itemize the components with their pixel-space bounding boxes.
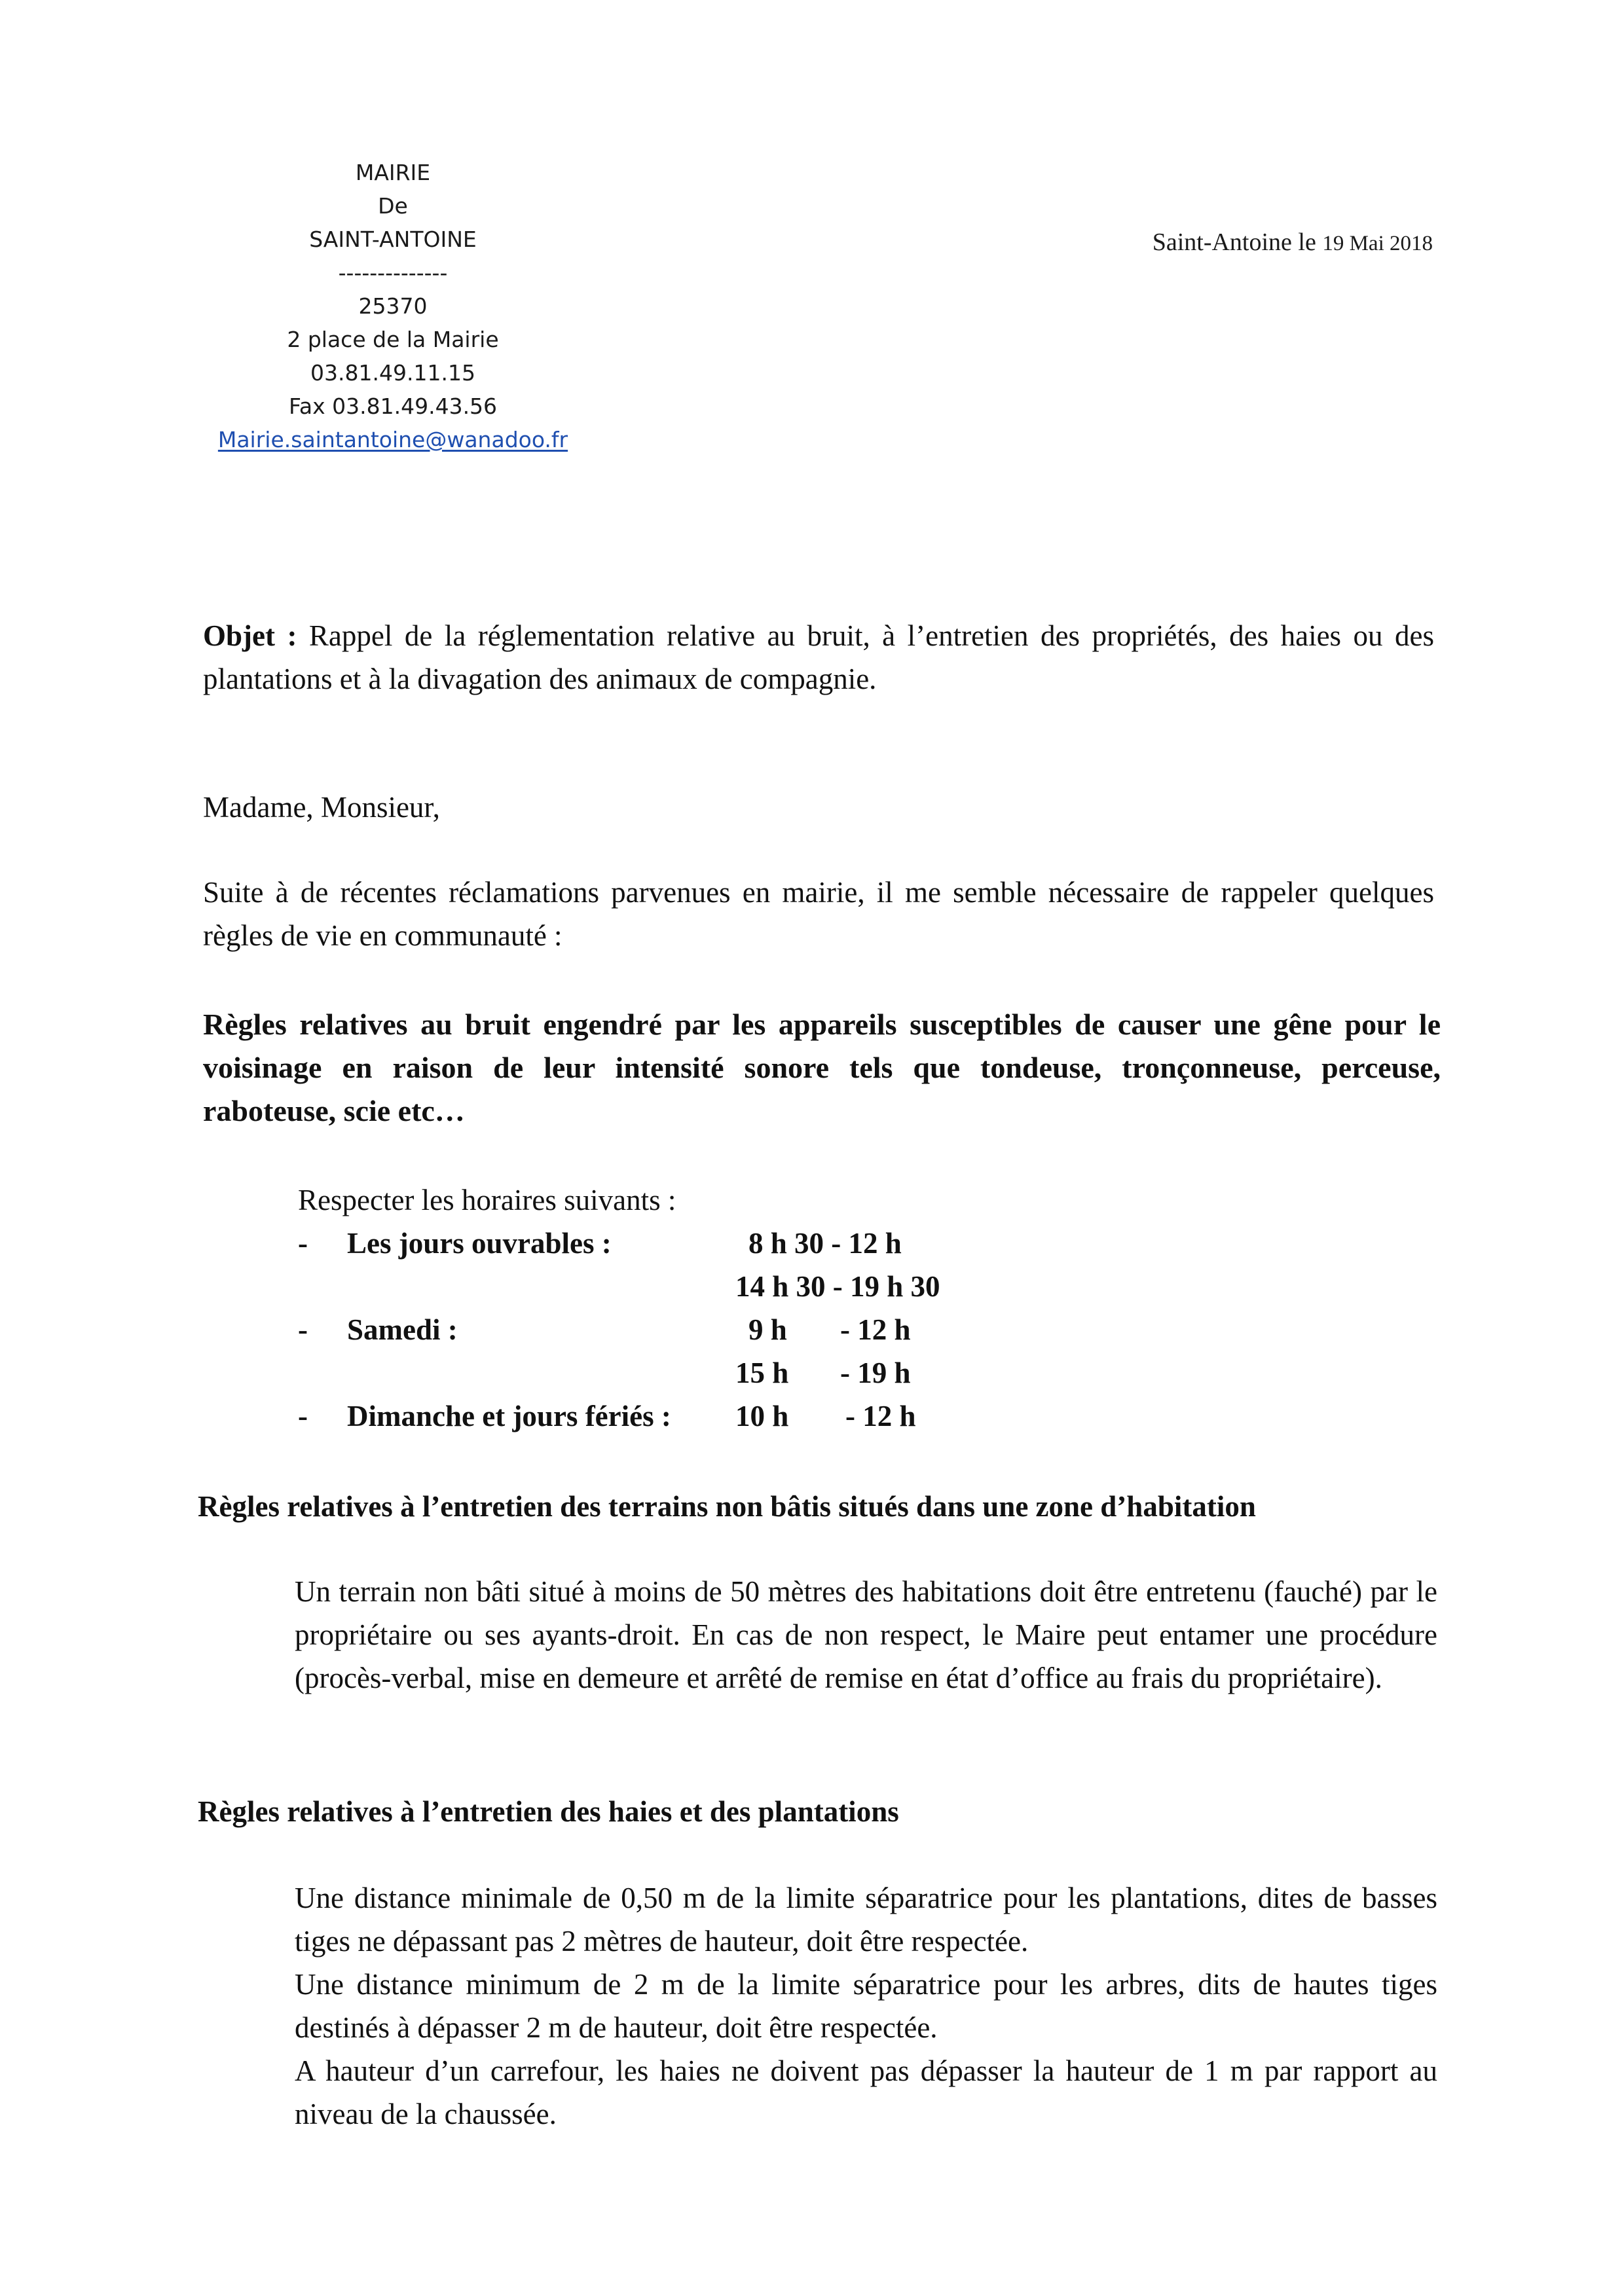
- letterhead-separator: --------------: [338, 260, 448, 285]
- letterhead-postal-code: 25370: [358, 293, 428, 319]
- schedule-row: [298, 1222, 1149, 1265]
- schedule-start: 10 h: [735, 1400, 789, 1432]
- schedule-range: 14 h 30 - 19 h 30: [735, 1270, 940, 1303]
- haies-rule-title: Règles relatives à l’entretien des haies et des plantations: [198, 1795, 899, 1828]
- letterhead-address: 2 place de la Mairie: [287, 327, 499, 352]
- terrains-rule-title: Règles relatives à l’entretien des terrains non bâtis situés dans une zone d’habitation: [198, 1490, 1256, 1523]
- haies-rule-body: [295, 1876, 1437, 2136]
- schedule-dash: -: [298, 1313, 308, 1346]
- subject-label: Objet :: [203, 619, 297, 652]
- schedule-end: - 12 h: [845, 1400, 916, 1432]
- letterhead-phone: 03.81.49.11.15: [310, 360, 475, 386]
- schedule-dash: -: [298, 1227, 308, 1260]
- intro-paragraph: Suite à de récentes réclamations parvenues en mairie, il me semble nécessaire de rappeler quelques règles de vie en communauté :: [203, 876, 1434, 952]
- schedule-row: [298, 1265, 1149, 1308]
- haies-paragraph-2: Une distance minimum de 2 m de la limite séparatrice pour les arbres, dits de hautes tiges destinés à dépasser 2 m de hauteur, doit être respectée.: [295, 1968, 1437, 2044]
- schedule-row: [298, 1308, 1149, 1351]
- salutation: Madame, Monsieur,: [203, 791, 440, 824]
- noise-schedule: [298, 1178, 1149, 1438]
- schedule-end: - 19 h: [840, 1357, 911, 1389]
- schedule-day: Les jours ouvrables :: [347, 1227, 612, 1260]
- letterhead-mairie: MAIRIE: [355, 160, 431, 185]
- schedule-start: 9 h: [748, 1313, 787, 1346]
- letterhead-de: De: [378, 193, 408, 219]
- schedule-row: [298, 1394, 1149, 1438]
- schedule-day: Dimanche et jours fériés :: [347, 1400, 671, 1432]
- haies-paragraph-1: Une distance minimale de 0,50 m de la limite séparatrice pour les plantations, dites de basses tiges ne dépassant pas 2 mètres de hauteur, doit être respectée.: [295, 1882, 1437, 1958]
- terrains-rule-body: Un terrain non bâti situé à moins de 50 mètres des habitations doit être entretenu (fauché) par le propriétaire ou ses ayants-droit. En cas de non respect, le Maire peut entamer une procédure (procès-verbal, mise en demeure et arrêté de remise en état d’office au frais du propriétaire).: [295, 1575, 1437, 1694]
- subject-text: Rappel de la réglementation relative au bruit, à l’entretien des propriétés, des haies ou des plantations et à la divagation des animaux de compagnie.: [203, 619, 1434, 695]
- schedule-start: 15 h: [735, 1357, 789, 1389]
- letterhead-town: SAINT-ANTOINE: [309, 227, 477, 252]
- schedule-range: 8 h 30 - 12 h: [748, 1227, 902, 1260]
- date-value: 19 Mai 2018: [1322, 232, 1433, 255]
- noise-rule-title: Règles relatives au bruit engendré par les appareils susceptibles de causer une gêne pour le voisinage en raison de leur intensité sonore tels que tondeuse, tronçonneuse, perceuse, raboteuse, scie etc…: [203, 1008, 1441, 1127]
- schedule-dash: -: [298, 1400, 308, 1432]
- schedule-intro: Respecter les horaires suivants :: [298, 1184, 676, 1216]
- date-place: Saint-Antoine le: [1152, 228, 1316, 256]
- schedule-day: Samedi :: [347, 1313, 458, 1346]
- haies-paragraph-3: A hauteur d’un carrefour, les haies ne doivent pas dépasser la hauteur de 1 m par rapport au niveau de la chaussée.: [295, 2054, 1437, 2130]
- letterhead: [183, 156, 602, 456]
- date-line: [1153, 228, 1433, 257]
- schedule-row: [298, 1351, 1149, 1394]
- letterhead-fax: Fax 03.81.49.43.56: [288, 393, 498, 419]
- schedule-end: - 12 h: [840, 1313, 911, 1346]
- subject: [203, 614, 1434, 701]
- letterhead-email-link[interactable]: Mairie.saintantoine@wanadoo.fr: [217, 427, 568, 452]
